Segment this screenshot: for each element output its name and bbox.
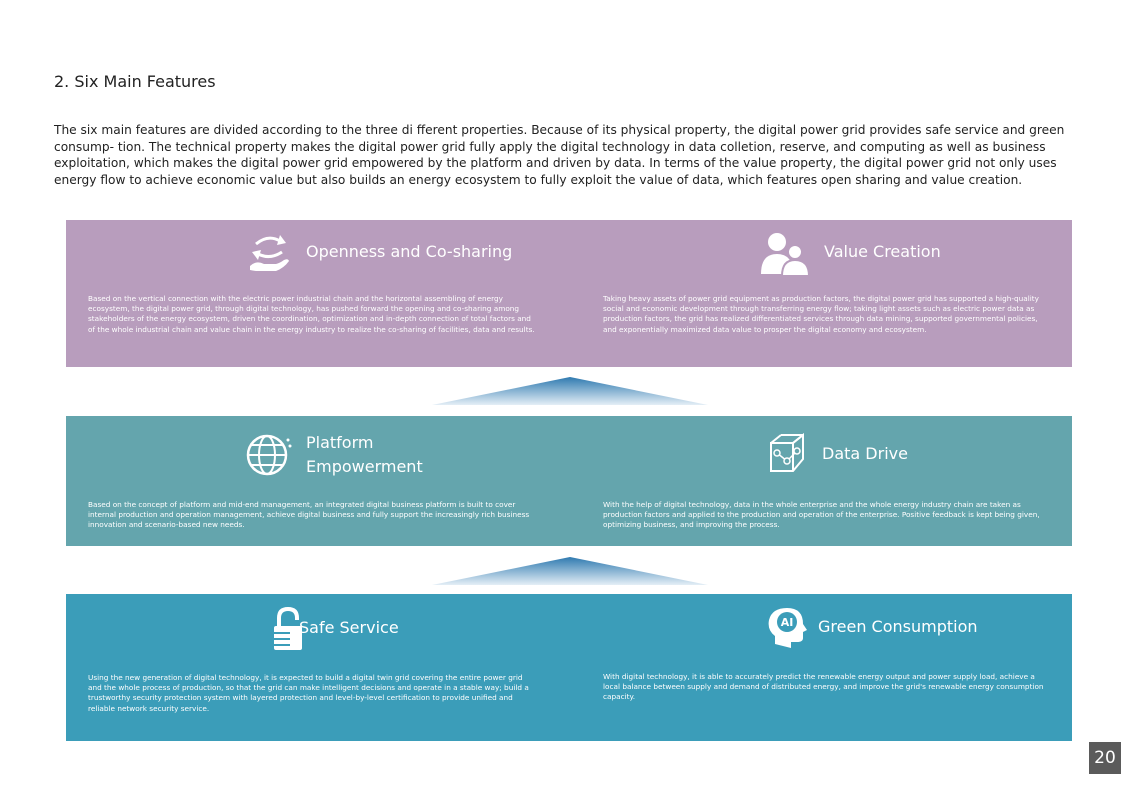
page-number: 20 — [1089, 742, 1121, 774]
feature-title: Openness and Co-sharing — [306, 242, 513, 261]
feature-title: Value Creation — [824, 242, 941, 261]
people-icon — [757, 230, 813, 276]
section-heading: 2. Six Main Features — [54, 72, 216, 91]
feature-title-line-1: Platform — [306, 433, 374, 452]
hand-exchange-icon — [246, 230, 292, 276]
feature-description: Taking heavy assets of power grid equipment as production factors, the digital power grid has supported a high-quality social and economic development through transferring energy flow; taking light assets such as electric power data as production factors, the grid has realized differentiated services through data mining, supported governmental policies, and exponentially maximized data value to prosper the digital economy and ecosystem. — [603, 294, 1039, 334]
value-property-band — [66, 220, 1072, 367]
ai-label: AI — [780, 616, 794, 629]
feature-title: Green Consumption — [818, 617, 978, 636]
network-cube-icon — [763, 431, 809, 477]
feature-description: With the help of digital technology, data in the whole enterprise and the whole energy industry chain are taken as production factors and applied to the production and operation of the enterprise. Positive feedback is kept being given, optimizing business, and improving the process. — [603, 500, 1040, 530]
feature-value-creation — [603, 220, 1053, 367]
feature-green-consumption — [603, 594, 1053, 741]
physical-property-band — [66, 594, 1072, 741]
feature-description: Based on the concept of platform and mid-end management, an integrated digital business platform is built to cover internal production and operation management, achieve digital business and fully support the increasingly rich business innovation and scenario-based new needs. — [88, 500, 530, 530]
feature-title: Safe Service — [299, 618, 399, 637]
feature-title: Data Drive — [822, 444, 908, 463]
feature-data-drive — [603, 416, 1053, 546]
globe-icon — [246, 432, 292, 478]
upward-arrow-shape — [432, 557, 708, 587]
technical-property-band — [66, 416, 1072, 546]
feature-platform-empowerment — [88, 416, 538, 546]
feature-description: With digital technology, it is able to accurately predict the renewable energy output and power supply load, achieve a local balance between supply and demand of distributed energy, and improve the grid's renewable energy consumption capacity. — [603, 672, 1044, 702]
feature-title-line-2: Empowerment — [306, 457, 423, 476]
intro-paragraph: The six main features are divided according to the three di fferent properties. Because of its physical property, the digital power grid provides safe service and green consump- tion. The technical property makes the digital power grid fully apply the digital technology in data colletion, reserve, and computing as well as business exploitation, which makes the digital power grid empowered by the platform and driven by data. In terms of the value property, the digital power grid not only uses energy flow to achieve economic value but also builds an energy ecosystem to fully exploit the value of data, which features open sharing and value creation. — [54, 123, 1065, 187]
feature-openness-co-sharing — [88, 220, 538, 367]
feature-safe-service — [88, 594, 538, 741]
feature-description: Based on the vertical connection with the electric power industrial chain and the horizontal assembling of energy ecosystem, the digital power grid, through digital technology, has pushed forward the opening and co-sharing among stakeholders of the energy ecosystem, driven the coordination, optimization and in-depth connection of total factors and of the whole industrial chain and value chain in the energy industry to realize the co-sharing of facilities, data and results. — [88, 294, 535, 334]
upward-arrow-shape — [432, 377, 708, 407]
feature-description: Using the new generation of digital technology, it is expected to build a digital twin grid covering the entire power grid and the whole process of production, so that the grid can make intelligent decisions and operate in a stable way; build a trustworthy security protection system with layered protection and level-by-level certification to provide unified and reliable network security service. — [88, 673, 529, 713]
ai-head-icon — [765, 604, 811, 650]
